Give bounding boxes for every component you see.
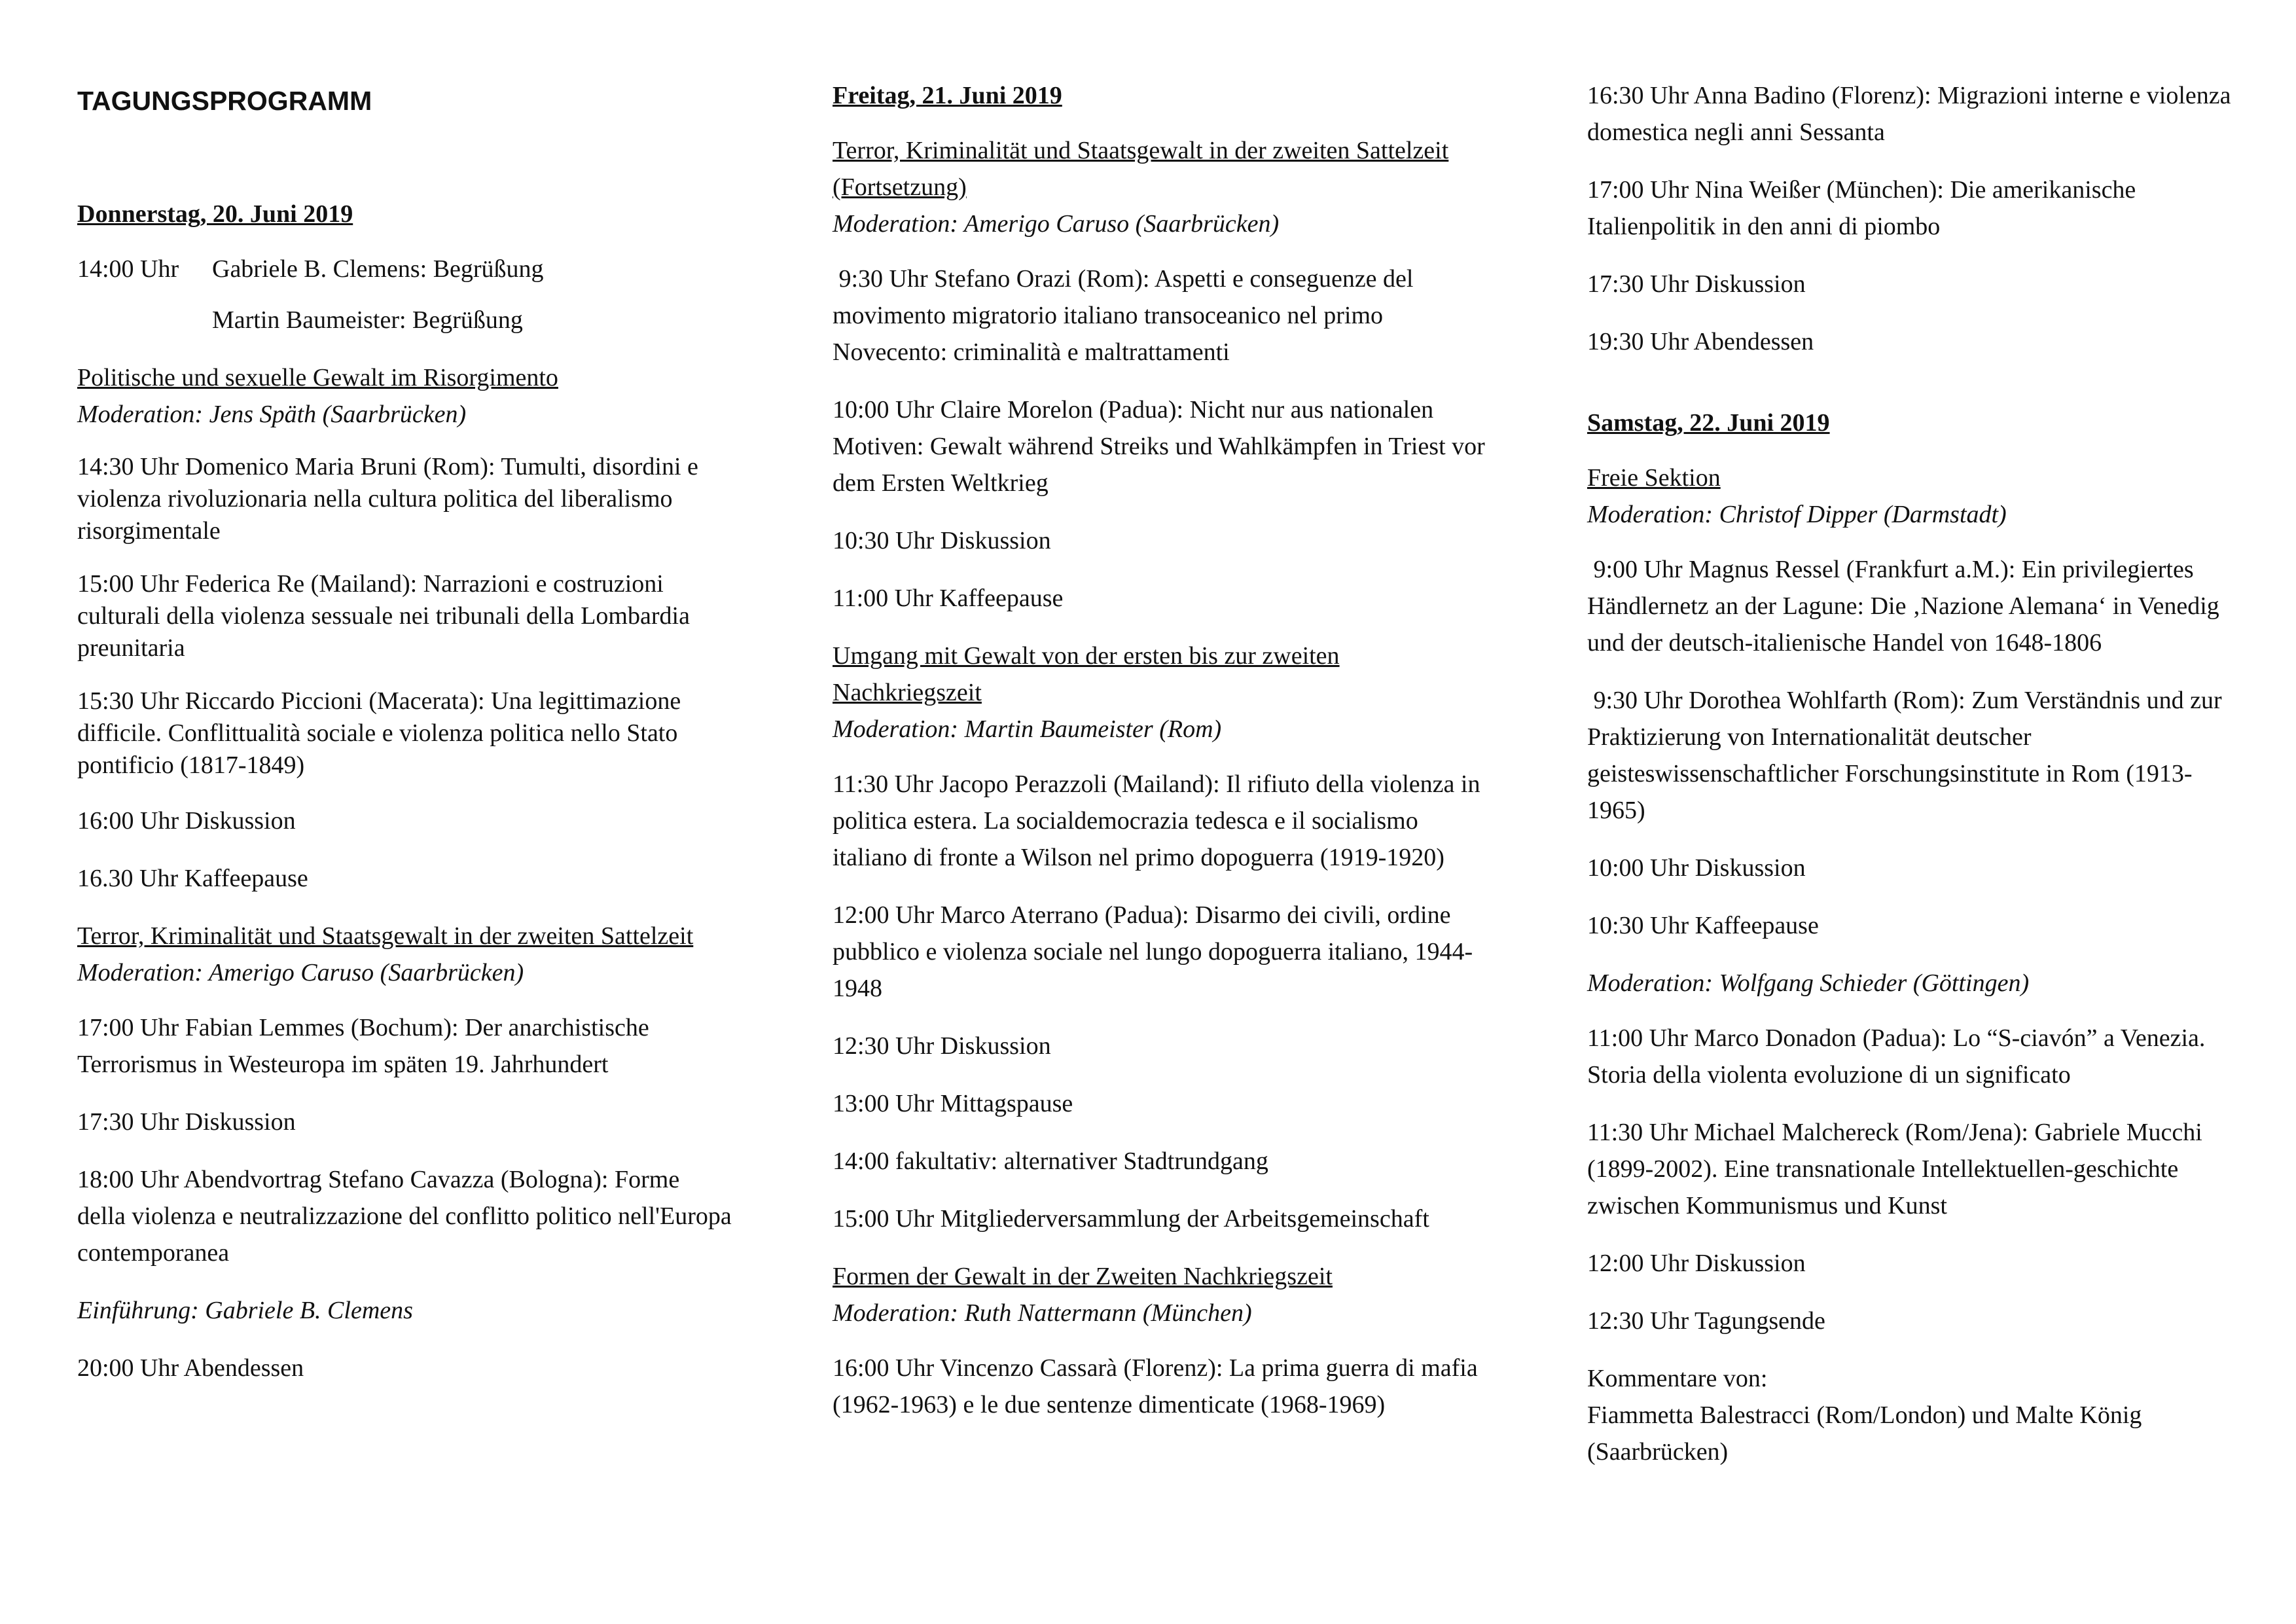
- program-item: 9:30 Uhr Stefano Orazi (Rom): Aspetti e conseguenze del movimento migratorio italiano transoceanico nel primo Novecento: criminalità e maltrattamenti: [833, 265, 1420, 366]
- introduction: Einführung: Gabriele B. Clemens: [77, 1297, 413, 1325]
- program-item: 12:30 Uhr Tagungsende: [1587, 1307, 1825, 1335]
- moderation: Moderation: Jens Späth (Saarbrücken): [77, 401, 467, 429]
- program-item: 17:00 Uhr Nina Weißer (München): Die amerikanische Italienpolitik in den anni di piombo: [1587, 176, 2136, 240]
- program-item: 18:00 Uhr Abendvortrag Stefano Cavazza (Bologna): Forme della violenza e neutralizzazione del conflitto politico nell'Europa contemporanea: [77, 1166, 732, 1267]
- welcome-line-1: Gabriele B. Clemens: Begrüßung: [212, 255, 544, 283]
- day-heading-thursday: Donnerstag, 20. Juni 2019: [77, 200, 353, 228]
- moderation: Moderation: Ruth Nattermann (München): [833, 1299, 1252, 1327]
- comments-block: [1587, 1360, 2242, 1470]
- section-title: Terror, Kriminalität und Staatsgewalt in der zweiten Sattelzeit: [77, 922, 694, 950]
- page-title: TAGUNGSPROGRAMM: [77, 86, 372, 116]
- program-item: 15:30 Uhr Riccardo Piccioni (Macerata): Una legittimazione difficile. Conflittualità sociale e violenza politica nello Stato pontificio (1817-1849): [77, 687, 681, 780]
- program-item: 17:30 Uhr Diskussion: [1587, 270, 1806, 298]
- program-item: 16:30 Uhr Anna Badino (Florenz): Migrazioni interne e violenza domestica negli anni Sessanta: [1587, 82, 2231, 146]
- moderation: Moderation: Wolfgang Schieder (Göttingen): [1587, 969, 2030, 997]
- section-heading: [1587, 460, 2242, 533]
- day-heading-friday: Freitag, 21. Juni 2019: [833, 82, 1062, 109]
- program-item: 11:00 Uhr Kaffeepause: [833, 585, 1064, 612]
- section-heading: [77, 359, 732, 433]
- section-title: Umgang mit Gewalt von der ersten bis zur zweiten Nachkriegszeit: [833, 642, 1340, 706]
- column-friday: [833, 77, 1487, 1444]
- section-title: Formen der Gewalt in der Zweiten Nachkriegszeit: [833, 1263, 1333, 1290]
- comments-names: Fiammetta Balestracci (Rom/London) und Malte König (Saarbrücken): [1587, 1401, 2142, 1466]
- program-item: 16:00 Uhr Vincenzo Cassarà (Florenz): La prima guerra di mafia (1962-1963) e le due sentenze dimenticate (1968-1969): [833, 1354, 1478, 1418]
- program-item: 10:00 Uhr Claire Morelon (Padua): Nicht nur aus nationalen Motiven: Gewalt während Streiks und Wahlkämpfen in Triest vor dem Ersten Weltkrieg: [833, 396, 1485, 497]
- program-item: 13:00 Uhr Mittagspause: [833, 1090, 1073, 1117]
- column-thursday: [77, 77, 732, 1407]
- program-item: 12:00 Uhr Marco Aterrano (Padua): Disarmo dei civili, ordine pubblico e violenza sociale nel lungo dopoguerra italiano, 1944-1948: [833, 901, 1473, 1002]
- welcome-line-2: Martin Baumeister: Begrüßung: [212, 306, 523, 334]
- program-item: 11:00 Uhr Marco Donadon (Padua): Lo “S-ciavón” a Venezia. Storia della violenta evoluzione di un significato: [1587, 1024, 2206, 1089]
- program-item: 19:30 Uhr Abendessen: [1587, 328, 1814, 355]
- program-item: 10:30 Uhr Diskussion: [833, 527, 1051, 554]
- section-heading: [833, 132, 1487, 242]
- program-item: 16:00 Uhr Diskussion: [77, 807, 296, 835]
- moderation: Moderation: Amerigo Caruso (Saarbrücken): [833, 210, 1280, 238]
- program-item: 12:30 Uhr Diskussion: [833, 1032, 1051, 1060]
- program-item: 12:00 Uhr Diskussion: [1587, 1250, 1806, 1277]
- welcome-block: [77, 251, 732, 338]
- program-item: 17:30 Uhr Diskussion: [77, 1108, 296, 1136]
- program-item: 10:30 Uhr Kaffeepause: [1587, 912, 1819, 939]
- program-item: 20:00 Uhr Abendessen: [77, 1354, 304, 1382]
- program-item: 10:00 Uhr Diskussion: [1587, 854, 1806, 882]
- welcome-time: 14:00 Uhr: [77, 255, 179, 283]
- program-item: 9:00 Uhr Magnus Ressel (Frankfurt a.M.): Ein privilegiertes Händlernetz an der Lagune: Die ‚Nazione Alemana‘ in Venedig und der deutsch-italienische Handel von 1648-1806: [1587, 556, 2226, 657]
- section-heading: [77, 918, 732, 991]
- comments-label: Kommentare von:: [1587, 1365, 1768, 1392]
- section-heading: [833, 1258, 1487, 1331]
- section-title: Politische und sexuelle Gewalt im Risorgimento: [77, 364, 558, 392]
- moderation: Moderation: Christof Dipper (Darmstadt): [1587, 501, 2007, 528]
- program-item: 14:30 Uhr Domenico Maria Bruni (Rom): Tumulti, disordini e violenza rivoluzionaria nella cultura politica del liberalismo risorgimentale: [77, 453, 698, 545]
- program-item: 17:00 Uhr Fabian Lemmes (Bochum): Der anarchistische Terrorismus in Westeuropa im späten 19. Jahrhundert: [77, 1014, 649, 1079]
- moderation: Moderation: Martin Baumeister (Rom): [833, 715, 1222, 743]
- program-item: 9:30 Uhr Dorothea Wohlfarth (Rom): Zum Verständnis und zur Praktizierung von Internationalität deutscher geisteswissenschaftlicher Forschungsinstitute in Rom (1913-1965): [1587, 687, 2229, 824]
- section-title: Freie Sektion: [1587, 464, 1721, 492]
- program-item: 14:00 fakultativ: alternativer Stadtrundgang: [833, 1147, 1268, 1175]
- program-item: 16.30 Uhr Kaffeepause: [77, 865, 308, 893]
- day-heading-saturday: Samstag, 22. Juni 2019: [1587, 409, 1830, 437]
- moderation: Moderation: Amerigo Caruso (Saarbrücken): [77, 959, 524, 987]
- section-heading: [833, 638, 1487, 748]
- program-item: 11:30 Uhr Michael Malchereck (Rom/Jena): Gabriele Mucchi (1899-2002). Eine transnationale Intellektuellen-geschichte zwischen Kommunismus und Kunst: [1587, 1119, 2202, 1219]
- column-saturday: [1587, 77, 2242, 1470]
- section-title: Terror, Kriminalität und Staatsgewalt in der zweiten Sattelzeit (Fortsetzung): [833, 137, 1449, 201]
- program-item: 15:00 Uhr Federica Re (Mailand): Narrazioni e costruzioni culturali della violenza sessuale nei tribunali della Lombardia preunitaria: [77, 570, 690, 662]
- program-item: 15:00 Uhr Mitgliederversammlung der Arbeitsgemeinschaft: [833, 1205, 1429, 1233]
- program-item: 11:30 Uhr Jacopo Perazzoli (Mailand): Il rifiuto della violenza in politica estera. La socialdemocrazia tedesca e il socialismo italiano di fronte a Wilson nel primo dopoguerra (1919-1920): [833, 770, 1480, 871]
